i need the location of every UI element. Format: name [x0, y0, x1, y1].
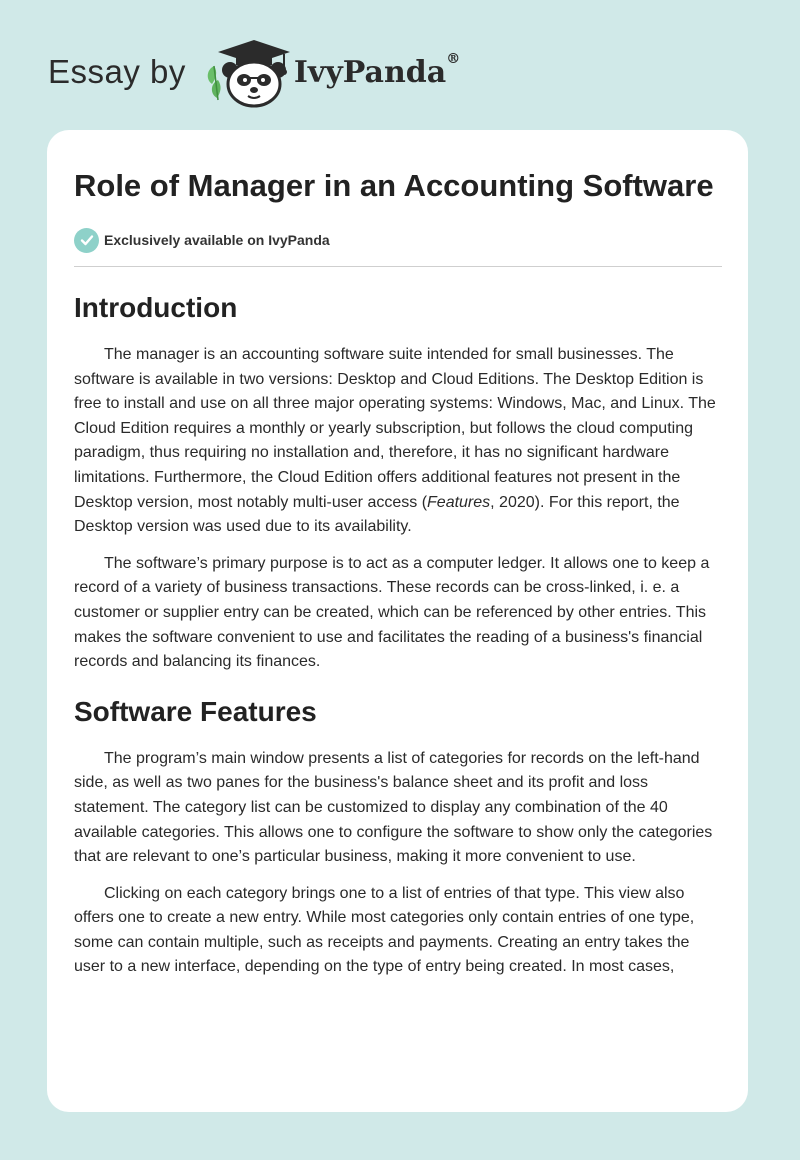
section-software-features — [74, 695, 722, 980]
paragraph: The program’s main window presents a list of categories for records on the left-hand side, as well as two panes for the business's balance sheet and its profit and loss statement. The category list can be customized to display any combination of the 40 available categories. This allows one to configure the software to show only the categories that are relevant to one’s particular business, making it more convenient to use. — [74, 749, 713, 866]
brand-prefix: Essay by — [48, 53, 186, 90]
divider — [74, 266, 722, 267]
paragraph: The software’s primary purpose is to act as a computer ledger. It allows one to keep a record of a variety of business transactions. These records can be cross-linked, i. e. a customer or supplier entry can be created, which can be referenced by other entries. This makes the software convenient to use and facilitates the reading of a business's financial records and balancing its finances. — [74, 554, 710, 671]
brand-home-link[interactable] — [200, 36, 460, 108]
brand-header — [48, 36, 460, 108]
section-heading: Software Features — [74, 695, 317, 727]
section-heading: Introduction — [74, 292, 238, 323]
paragraph: Clicking on each category brings one to a list of entries of that type. This view also offers one to create a new entry. While most categories only contain entries of one type, some can contain multiple, such as receipts and payments. Creating an entry takes the user to a new interface, depending on the type of entry being created. In most cases, — [74, 884, 695, 976]
paragraph: The manager is an accounting software suite intended for small businesses. The software is available in two versions: Desktop and Cloud Editions. The Desktop Edition is free to install and use on all three major operating systems: Windows, Mac, and Linux. The Cloud Edition requires a monthly or yearly subscription, but follows the cloud computing paradigm, thus requiring no installation and, therefore, it has no significant hardware limitations. Furthermore, the Cloud Edition offers additional features not present in the Desktop version, most notably multi-user access (Features, 2020). For this report, the Desktop version was used due to its availability. — [74, 346, 716, 536]
exclusive-badge — [74, 227, 722, 253]
check-icon — [74, 228, 99, 253]
badge-text: Exclusively available on IvyPanda — [104, 232, 330, 248]
essay-card — [47, 130, 748, 1112]
page-title: Role of Manager in an Accounting Software — [74, 168, 714, 203]
section-introduction — [74, 291, 722, 675]
brand-name: IvyPanda® — [293, 50, 461, 90]
panda-graduate-logo-icon — [200, 36, 292, 108]
